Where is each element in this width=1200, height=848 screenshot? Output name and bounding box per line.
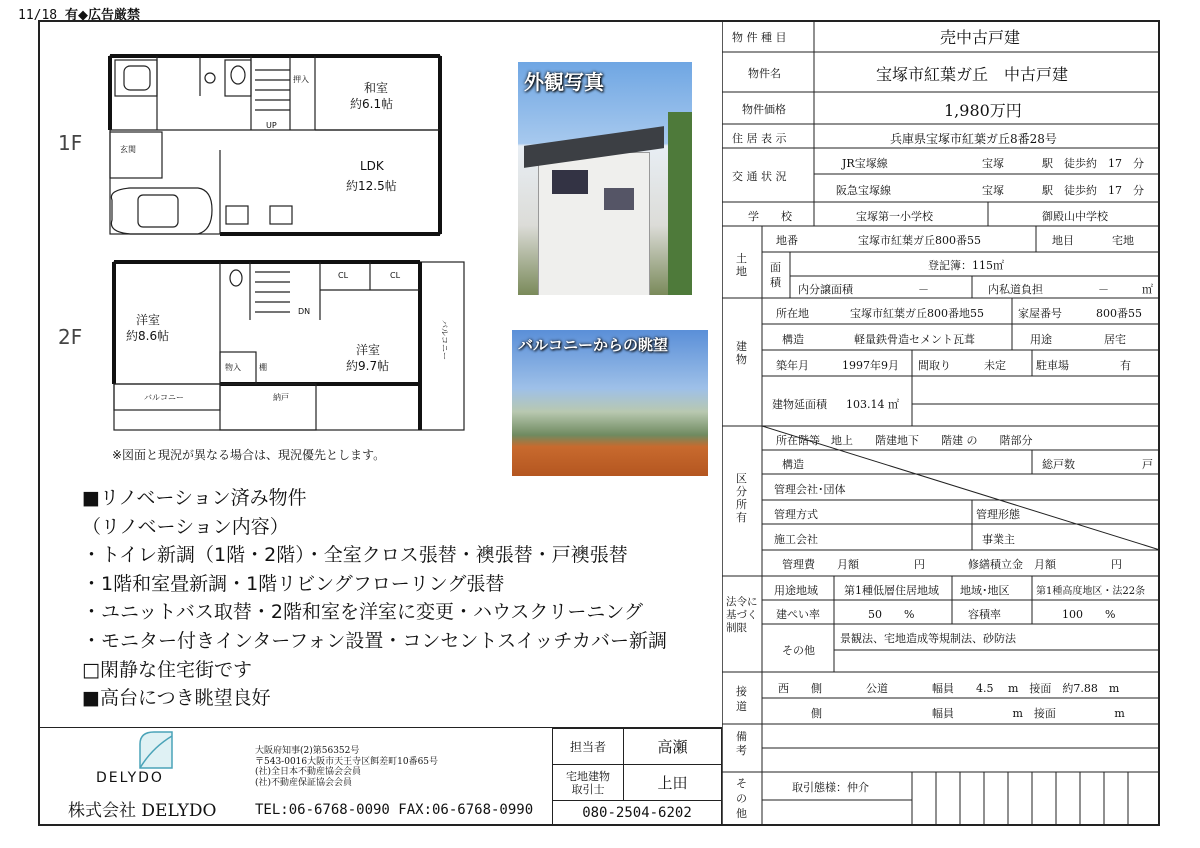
logo-text: DELYDO <box>96 770 164 786</box>
renovation-line: ・モニター付きインターフォン設置・コンセントスイッチカバー新調 <box>82 629 668 652</box>
washitsu-label: 和室 <box>364 81 389 95</box>
kubun-soko: 総戸数 <box>1042 458 1075 471</box>
tree-shape <box>668 112 692 295</box>
tana-label: 棚 <box>259 363 267 372</box>
kaoku-label: 家屋番号 <box>1018 307 1062 320</box>
renovation-line: （リノベーション内容） <box>82 515 289 538</box>
kenpei-label: 建ぺい率 <box>776 608 820 621</box>
floor-plan <box>40 40 480 440</box>
sonota-value: 景観法、宅地造成等規制法、砂防法 <box>840 632 1016 645</box>
genkan-label: 玄関 <box>120 145 136 154</box>
exterior-photo-caption: 外観写真 <box>524 70 604 94</box>
price-value: 1,980万円 <box>944 101 1022 120</box>
view-photo <box>512 330 708 476</box>
chiku-label: 築年月 <box>776 359 809 372</box>
kozo-label: 構造 <box>782 333 804 346</box>
yoshitsu1-size: 約8.6帖 <box>126 329 170 343</box>
company-tel: TEL:06-6768-0090 FAX:06-6768-0990 <box>255 802 534 818</box>
line2: 阪急宝塚線 <box>836 184 891 197</box>
balcony-label-1: バルコニー <box>144 393 184 402</box>
chiku-value: 1997年9月 <box>842 359 899 372</box>
chiban-label: 地番 <box>776 234 798 247</box>
company-license <box>255 746 438 788</box>
shido-label: 内私道負担 <box>988 283 1043 296</box>
kozo-value: 軽量鉄骨造セメント瓦葺 <box>854 333 975 346</box>
kubun-ko: 戸 <box>1142 458 1153 471</box>
nando-label: 納戸 <box>273 393 289 402</box>
kenpei-value: 50 % <box>868 608 915 621</box>
line1: JR宝塚線 <box>842 157 888 170</box>
association-1: (社)全日本不動産協会会員 <box>255 767 362 777</box>
kubun-seko: 施工会社 <box>774 533 818 546</box>
law-label: 法令に基づく制限 <box>726 596 758 634</box>
association-2: (社)不動産保証協会会員 <box>255 777 353 788</box>
page-number: 11/18 有◆広告厳禁 <box>18 8 140 23</box>
dn-label: DN <box>298 307 311 316</box>
renovation-line: ■高台につき眺望良好 <box>82 687 271 710</box>
kubun-kanrihi: 管理費 月額 円 <box>782 558 925 571</box>
name-label: 物件名 <box>748 67 781 80</box>
license-no: 大阪府知事(2)第56352号 <box>255 746 360 756</box>
station1: 宝塚 <box>982 157 1004 170</box>
renovation-list <box>82 484 667 713</box>
sonota-label: その他 <box>782 644 815 657</box>
yoseki-value: 100 % <box>1062 608 1116 621</box>
yoshitsu2-label: 洋室 <box>356 343 381 357</box>
cl-label-2: CL <box>390 271 401 280</box>
shido-value: － <box>1098 283 1109 296</box>
agent-label: 宅地建物 取引士 <box>553 765 624 801</box>
renovation-line: □閑静な住宅街です <box>82 658 252 681</box>
parking-value: 有 <box>1120 359 1131 372</box>
kubun-jigyo: 事業主 <box>982 533 1015 546</box>
parking-label: 駐車場 <box>1036 359 1069 372</box>
window-shape-2 <box>604 188 634 210</box>
ldk-size: 約12.5帖 <box>346 179 397 193</box>
staff-box <box>552 728 722 825</box>
addr-label: 住 居 表 示 <box>732 132 787 145</box>
station2: 宝塚 <box>982 184 1004 197</box>
floor2-plan <box>114 262 464 430</box>
kubun-kozo: 構造 <box>782 458 804 471</box>
chiiki-label: 地域･地区 <box>960 584 1010 597</box>
madori-label: 間取り <box>918 359 951 372</box>
property-table <box>722 20 1160 826</box>
name-value: 宝塚市紅葉ガ丘 中古戸建 <box>876 65 1069 84</box>
school2: 御殿山中学校 <box>1042 210 1108 223</box>
up-label: UP <box>266 121 277 130</box>
chiban-value: 宝塚市紅葉ガ丘800番55 <box>858 234 981 247</box>
agent-name: 上田 <box>624 765 722 801</box>
company-name: 株式会社 DELYDO <box>68 801 217 821</box>
yoshitsu1-label: 洋室 <box>136 313 161 327</box>
exterior-photo <box>518 62 692 295</box>
walk2: 駅 徒歩約 17 分 <box>1042 184 1144 197</box>
touki-value: 登記簿：115㎡ <box>928 259 1004 272</box>
floor1-plan <box>110 56 440 234</box>
type-label: 物 件 種 目 <box>732 31 787 44</box>
road1: 西 側 公道 幅員 4.5 m 接面 約7.88 m <box>778 682 1120 695</box>
floor1-label: 1F <box>58 131 83 155</box>
delydo-logo-icon <box>128 730 178 772</box>
setsudo-label: 接道 <box>736 685 747 713</box>
school-label: 学 校 <box>748 210 792 223</box>
traffic-label: 交 通 状 況 <box>732 170 787 183</box>
biko-label: 備考 <box>736 730 747 757</box>
nobe-value: 103.14 ㎡ <box>846 398 899 411</box>
monoire-label: 物入 <box>225 363 241 372</box>
menseki-label: 面積 <box>770 261 781 289</box>
chimoku-label: 地目 <box>1052 234 1074 247</box>
renovation-line: ■リノベーション済み物件 <box>82 487 307 509</box>
road2: 側 幅員 m 接面 m <box>778 707 1125 720</box>
cl-label-1: CL <box>338 271 349 280</box>
chiiki-value: 第1種高度地区・法22条 <box>1036 586 1146 597</box>
school1: 宝塚第一小学校 <box>856 210 933 223</box>
staff-name: 高瀬 <box>624 729 722 765</box>
other-label: その他 <box>736 777 747 820</box>
chimoku-value: 宅地 <box>1112 234 1134 247</box>
kaoku-value: 800番55 <box>1096 307 1142 320</box>
torihiki-value: 取引態様：仲介 <box>792 781 869 794</box>
renovation-line: ・トイレ新調（1階・2階）・全室クロス張替・襖張替・戸襖張替 <box>82 544 628 567</box>
youto-value: 第1種低層住居地域 <box>844 584 939 597</box>
kubun-kanri: 管理会社･団体 <box>774 483 846 496</box>
uchi-value: － <box>918 283 929 296</box>
yoto-value: 居宅 <box>1104 333 1126 346</box>
bldg-label: 建物 <box>736 340 747 366</box>
mobile-number: 080-2504-6202 <box>553 801 722 825</box>
renovation-line: ・ユニットバス取替・2階和室を洋室に変更・ハウスクリーニング <box>82 601 644 624</box>
ldk-label: LDK <box>360 159 384 173</box>
kubun-floor: 所在階等 地上 階建地下 階建 の 階部分 <box>776 434 1033 447</box>
walk1: 駅 徒歩約 17 分 <box>1042 157 1144 170</box>
floor2-label: 2F <box>58 325 83 349</box>
shozai-value: 宝塚市紅葉ガ丘800番地55 <box>850 307 984 320</box>
company-address: 〒543-0016大阪市天王寺区餌差町10番65号 <box>255 756 439 767</box>
type-value: 売中古戸建 <box>940 28 1021 47</box>
madori-value: 未定 <box>984 359 1006 372</box>
renovation-line: ・1階和室畳新調・1階リビングフローリング張替 <box>82 572 505 595</box>
uchi-label: 内分譲面積 <box>798 283 853 296</box>
view-photo-caption: バルコニーからの眺望 <box>518 336 669 354</box>
window-shape <box>552 170 588 194</box>
oshiire-label: 押入 <box>293 75 309 84</box>
plan-note: ※図面と現況が異なる場合は、現況優先とします。 <box>112 448 386 462</box>
price-label: 物件価格 <box>742 103 786 116</box>
kubun-label: 区分所有 <box>736 472 747 524</box>
nobe-label: 建物延面積 <box>772 398 827 411</box>
yoto-label: 用途 <box>1030 333 1052 346</box>
youto-label: 用途地域 <box>774 584 818 597</box>
yoseki-label: 容積率 <box>968 608 1001 621</box>
yoshitsu2-size: 約9.7帖 <box>346 359 390 373</box>
washitsu-size: 約6.1帖 <box>350 97 394 111</box>
notice-label: 有◆広告厳禁 <box>64 8 140 23</box>
kubun-keitai: 管理形態 <box>976 508 1020 521</box>
staff-label: 担当者 <box>553 729 624 765</box>
shozai-label: 所在地 <box>776 307 809 320</box>
land-label: 土地 <box>736 252 747 278</box>
kubun-hoshiki: 管理方式 <box>774 508 818 521</box>
kubun-shuzen: 修繕積立金 月額 円 <box>968 558 1122 571</box>
addr-value: 兵庫県宝塚市紅葉ガ丘8番28号 <box>890 132 1057 146</box>
balcony-label-2: バルコニー <box>440 320 449 360</box>
unit-m2: ㎡ <box>1142 283 1153 296</box>
